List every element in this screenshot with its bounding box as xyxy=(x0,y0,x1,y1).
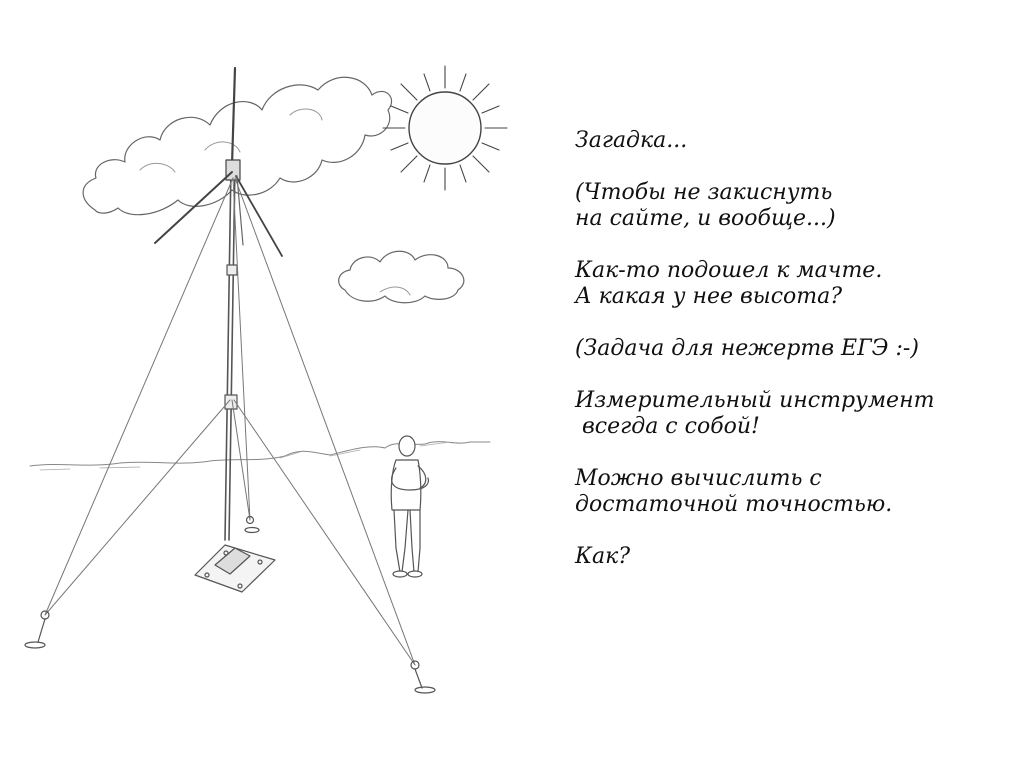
cloud-small-inner xyxy=(380,287,410,295)
riddle-paragraph xyxy=(575,466,1005,518)
riddle-paragraph xyxy=(575,544,1005,570)
riddle-line: достаточной точностью. xyxy=(575,492,893,517)
riddle-line: всегда с собой! xyxy=(575,414,760,439)
riddle-title: Загадка... xyxy=(575,128,688,153)
standing-man xyxy=(391,436,428,577)
mast-base-plate xyxy=(195,545,275,592)
riddle-line: Измерительный инструмент xyxy=(575,388,935,413)
riddle-paragraph xyxy=(575,180,1005,232)
riddle-line: (Чтобы не закиснуть xyxy=(575,180,833,205)
sun-icon xyxy=(383,66,507,190)
riddle-line: А какая у нее высота? xyxy=(575,284,843,309)
riddle-title-block xyxy=(575,128,1005,154)
riddle-paragraph xyxy=(575,388,1005,440)
riddle-paragraph xyxy=(575,258,1005,310)
riddle-question: Как? xyxy=(575,544,631,569)
cloud-small xyxy=(339,251,464,303)
anchor-back xyxy=(245,517,259,533)
riddle-paragraph xyxy=(575,336,1005,362)
riddle-line: на сайте, и вообще...) xyxy=(575,206,836,231)
anchor-left xyxy=(25,611,49,648)
anchor-right xyxy=(411,661,435,693)
riddle-line: Как-то подошел к мачте. xyxy=(575,258,883,283)
mast xyxy=(155,68,282,540)
cloud-large xyxy=(83,77,391,214)
riddle-line: Можно вычислить с xyxy=(575,466,822,491)
horizon-line xyxy=(30,442,490,466)
riddle-line: (Задача для нежертв ЕГЭ :-) xyxy=(575,336,919,361)
riddle-text xyxy=(575,128,1005,596)
